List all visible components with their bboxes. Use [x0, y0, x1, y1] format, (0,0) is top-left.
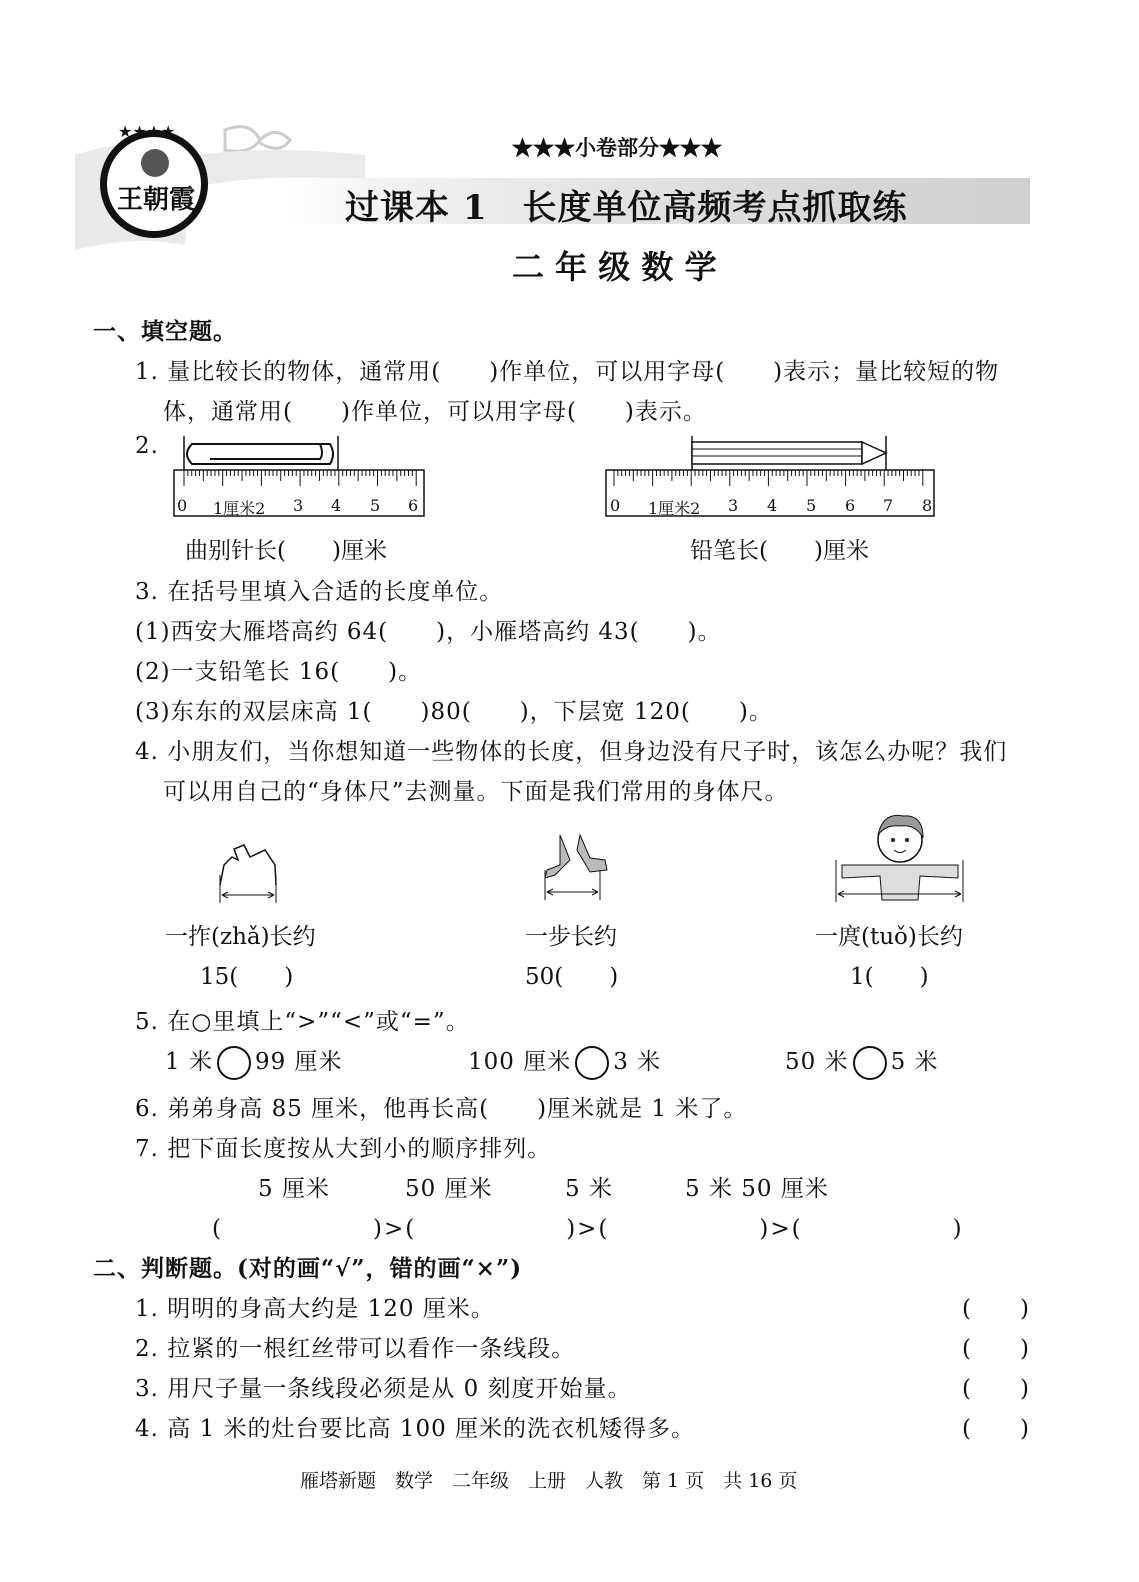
- page-subtitle: 二 年 级 数 学: [512, 248, 717, 286]
- q7-item: 5 米: [565, 1176, 613, 1202]
- q4-caption-span-b: 15( ): [200, 964, 294, 990]
- q5-compare-b: [468, 1043, 661, 1080]
- judge-answer-box[interactable]: ( ): [962, 1416, 1030, 1442]
- judge-answer-box[interactable]: ( ): [962, 1336, 1030, 1362]
- arm-span-boy-icon: [828, 810, 968, 905]
- q7-item: 50 厘米: [405, 1176, 493, 1202]
- q5-a-right: 99 厘米: [254, 1049, 343, 1075]
- hand-span-icon: [210, 835, 290, 905]
- compare-circle[interactable]: [217, 1046, 251, 1080]
- compare-circle[interactable]: [575, 1046, 609, 1080]
- q7-title: 7. 把下面长度按从大到小的顺序排列。: [135, 1136, 552, 1162]
- q4-caption-armspan-b: 1( ): [850, 964, 929, 990]
- ruler1-tick-label: 5: [370, 496, 381, 515]
- ruler2-tick-label: 7: [883, 496, 894, 515]
- page-footer: 雁塔新题 数学 二年级 上册 人教 第 1 页 共 16 页: [300, 1470, 798, 1492]
- judge-item: 2. 拉紧的一根红丝带可以看作一条线段。: [135, 1336, 576, 1362]
- q5-compare-a: [165, 1043, 343, 1080]
- q3-item-1: (1)西安大雁塔高约 64( )，小雁塔高约 43( )。: [135, 619, 722, 645]
- q7-order-blanks[interactable]: ( )>( )>( )>( ): [212, 1216, 964, 1242]
- stars-label: ★★★小卷部分★★★: [512, 135, 722, 160]
- q2-number: 2.: [135, 433, 159, 459]
- q3-item-3: (3)东东的双层床高 1( )80( )，下层宽 120( )。: [135, 699, 773, 725]
- ruler2-tick-label: 1厘米2: [648, 499, 701, 518]
- logo-stars: [118, 122, 198, 140]
- q7-item: 5 米 50 厘米: [685, 1176, 829, 1202]
- q5-compare-c: [785, 1043, 939, 1080]
- q5-b-right: 3 米: [613, 1049, 662, 1075]
- paperclip-icon: [187, 444, 333, 464]
- q5-c-left: 50 米: [785, 1049, 849, 1075]
- q4-caption-step-b: 50( ): [525, 964, 619, 990]
- svg-text:★★★★: ★★★★: [118, 122, 176, 140]
- ruler2-tick-label: 6: [845, 496, 856, 515]
- q2-caption-paperclip: 曲别针长( )厘米: [185, 538, 387, 564]
- q4-caption-span-a: 一拃(zhǎ)长约: [165, 924, 316, 950]
- q3-item-2: (2)一支铅笔长 16( )。: [135, 659, 423, 685]
- pencil-icon: [692, 442, 886, 464]
- q7-item: 5 厘米: [258, 1176, 330, 1202]
- q5-c-right: 5 米: [890, 1049, 939, 1075]
- ruler1-tick-label: 1厘米2: [213, 499, 266, 518]
- q6: 6. 弟弟身高 85 厘米，他再长高( )厘米就是 1 米了。: [135, 1096, 748, 1122]
- q2-caption-pencil: 铅笔长( )厘米: [690, 538, 869, 564]
- judge-item: 1. 明明的身高大约是 120 厘米。: [135, 1296, 495, 1322]
- step-icon: [535, 830, 625, 905]
- q4-caption-armspan-a: 一庹(tuǒ)长约: [815, 924, 963, 950]
- ruler1-tick-label: 6: [408, 496, 419, 515]
- q4-line1: 4. 小朋友们，当你想知道一些物体的长度，但身边没有尺子时，该怎么办呢？我们: [135, 739, 1008, 765]
- ruler2-tick-label: 5: [806, 496, 817, 515]
- ruler2-tick-label: 0: [610, 496, 621, 515]
- page-title: 过课本 1 长度单位高频考点抓取练: [345, 188, 908, 228]
- ruler2-tick-label: 4: [767, 496, 778, 515]
- judge-item: 4. 高 1 米的灶台要比高 100 厘米的洗衣机矮得多。: [135, 1416, 696, 1442]
- judge-answer-box[interactable]: ( ): [962, 1296, 1030, 1322]
- ruler1-tick-label: 4: [331, 496, 342, 515]
- ruler2-tick-label: 8: [922, 496, 933, 515]
- q5-title: 5. 在○里填上“>”“<”或“=”。: [135, 1009, 470, 1035]
- ruler2-tick-label: 3: [728, 496, 739, 515]
- ruler1-tick-label: 0: [177, 496, 188, 515]
- section1-heading: 一、填空题。: [93, 318, 237, 345]
- compare-circle[interactable]: [853, 1046, 887, 1080]
- logo: [100, 130, 208, 238]
- q5-a-left: 1 米: [165, 1049, 213, 1075]
- q4-line2: 可以用自己的“身体尺”去测量。下面是我们常用的身体尺。: [163, 779, 789, 805]
- judge-item: 3. 用尺子量一条线段必须是从 0 刻度开始量。: [135, 1376, 632, 1402]
- q5-b-left: 100 厘米: [468, 1049, 572, 1075]
- q3-title: 3. 在括号里填入合适的长度单位。: [135, 579, 504, 605]
- ruler1-tick-label: 3: [293, 496, 304, 515]
- q1-line2: 体，通常用( )作单位，可以用字母( )表示。: [163, 399, 707, 425]
- judge-answer-box[interactable]: ( ): [962, 1376, 1030, 1402]
- q4-caption-step-a: 一步长约: [525, 924, 617, 950]
- logo-text: 王朝霞: [117, 185, 196, 215]
- section2-heading: 二、判断题。(对的画“√”，错的画“×”): [93, 1255, 523, 1282]
- q1-line1: 1. 量比较长的物体，通常用( )作单位，可以用字母( )表示；量比较短的物: [135, 359, 1000, 385]
